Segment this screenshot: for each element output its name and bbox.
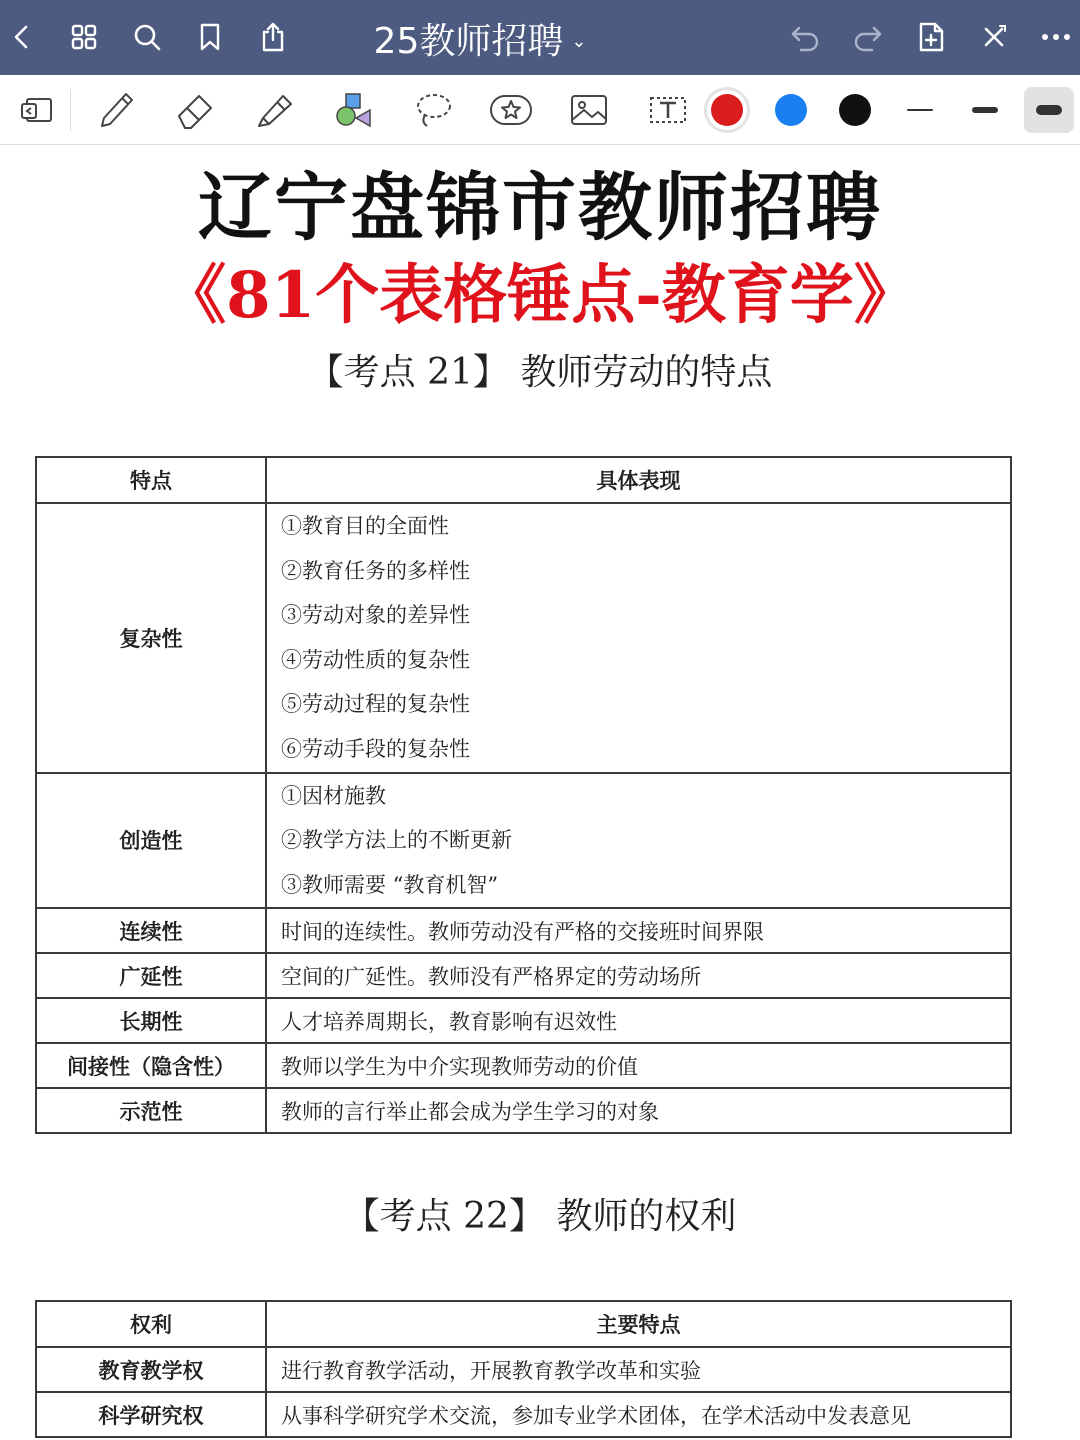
section-22-heading: 【考点 22】 教师的权利 — [343, 1196, 737, 1237]
grid-icon[interactable] — [62, 15, 106, 59]
share-icon[interactable] — [251, 15, 295, 59]
description-cell: 空间的广延性。教师没有严格界定的劳动场所 — [266, 953, 1011, 998]
table-row — [36, 773, 1011, 909]
description-line: ③劳动对象的差异性 — [281, 603, 470, 628]
color-swatch-red[interactable] — [711, 94, 743, 126]
table-header-row — [36, 1301, 1011, 1347]
description-line: ②教学方法上的不断更新 — [281, 828, 512, 853]
redo-icon[interactable] — [846, 15, 890, 59]
table-header-row — [36, 457, 1011, 503]
document-subtitle: 《81个表格锤点-教育学》 — [162, 258, 918, 333]
description-cell — [266, 503, 1011, 773]
feature-cell: 间接性（隐含性） — [36, 1043, 266, 1088]
feature-cell: 示范性 — [36, 1088, 266, 1133]
image-icon[interactable] — [566, 87, 612, 133]
more-icon[interactable] — [1034, 15, 1078, 59]
page-layout-icon[interactable] — [14, 87, 60, 133]
description-line: ⑤劳动过程的复杂性 — [281, 692, 470, 717]
feature-cell: 长期性 — [36, 998, 266, 1043]
chevron-down-icon: ⌄ — [571, 30, 587, 52]
description-cell: 教师的言行举止都会成为学生学习的对象 — [266, 1088, 1011, 1133]
top-nav-bar — [0, 0, 1080, 75]
description-line: ②教育任务的多样性 — [281, 558, 470, 583]
color-swatch-black[interactable] — [839, 94, 871, 126]
description-line: ⑥劳动手段的复杂性 — [281, 736, 470, 761]
description-cell: 教师以学生为中介实现教师劳动的价值 — [266, 1043, 1011, 1088]
document-main-title: 辽宁盘锦市教师招聘 — [198, 165, 882, 251]
feature-cell: 教育教学权 — [36, 1347, 266, 1392]
table-row — [36, 1088, 1011, 1133]
sticker-icon[interactable] — [488, 87, 534, 133]
description-cell — [266, 773, 1011, 909]
undo-icon[interactable] — [783, 15, 827, 59]
annotation-toolbar — [0, 75, 1080, 145]
shapes-icon[interactable] — [331, 87, 377, 133]
toolbar-divider — [70, 89, 71, 131]
search-icon[interactable] — [125, 15, 169, 59]
document-title: 25教师招聘 — [373, 20, 564, 62]
stroke-medium-option[interactable] — [960, 87, 1010, 133]
description-line: ③教师需要 “教育机智” — [281, 872, 499, 897]
table-header-cell: 具体表现 — [266, 457, 1011, 503]
description-cell: 时间的连续性。教师劳动没有严格的交接班时间界限 — [266, 908, 1011, 953]
table-header-cell: 权利 — [36, 1301, 266, 1347]
stroke-thin-option[interactable] — [895, 87, 945, 133]
feature-cell: 连续性 — [36, 908, 266, 953]
table-row — [36, 908, 1011, 953]
feature-cell: 创造性 — [36, 773, 266, 909]
description-line: ①教育目的全面性 — [281, 514, 449, 538]
teacher-rights-table — [35, 1300, 1012, 1438]
table-row — [36, 1392, 1011, 1437]
description-cell: 人才培养周期长，教育影响有迟效性 — [266, 998, 1011, 1043]
feature-cell: 广延性 — [36, 953, 266, 998]
color-swatch-blue[interactable] — [775, 94, 807, 126]
description-cell: 进行教育教学活动，开展教育教学改革和实验 — [266, 1347, 1011, 1392]
document-title-menu[interactable] — [330, 12, 630, 64]
table-row — [36, 503, 1011, 773]
stroke-thick-option[interactable] — [1024, 87, 1074, 133]
eraser-icon[interactable] — [172, 87, 218, 133]
back-icon[interactable] — [0, 15, 44, 59]
description-line: ④劳动性质的复杂性 — [281, 647, 470, 672]
table-row — [36, 1043, 1011, 1088]
table-row — [36, 998, 1011, 1043]
close-icon[interactable] — [972, 15, 1016, 59]
bookmark-icon[interactable] — [188, 15, 232, 59]
teacher-labor-table — [35, 456, 1012, 1134]
pen-icon[interactable] — [93, 87, 139, 133]
table-header-cell: 主要特点 — [266, 1301, 1011, 1347]
section-21-heading: 【考点 21】 教师劳动的特点 — [307, 352, 773, 393]
feature-cell: 科学研究权 — [36, 1392, 266, 1437]
text-box-icon[interactable] — [645, 87, 691, 133]
feature-cell: 复杂性 — [36, 503, 266, 773]
add-page-icon[interactable] — [909, 15, 953, 59]
description-cell: 从事科学研究学术交流，参加专业学术团体，在学术活动中发表意见 — [266, 1392, 1011, 1437]
description-line: ①因材施教 — [281, 783, 386, 808]
highlighter-icon[interactable] — [252, 87, 298, 133]
table-header-cell: 特点 — [36, 457, 266, 503]
table-row — [36, 953, 1011, 998]
lasso-icon[interactable] — [410, 87, 456, 133]
table-row — [36, 1347, 1011, 1392]
